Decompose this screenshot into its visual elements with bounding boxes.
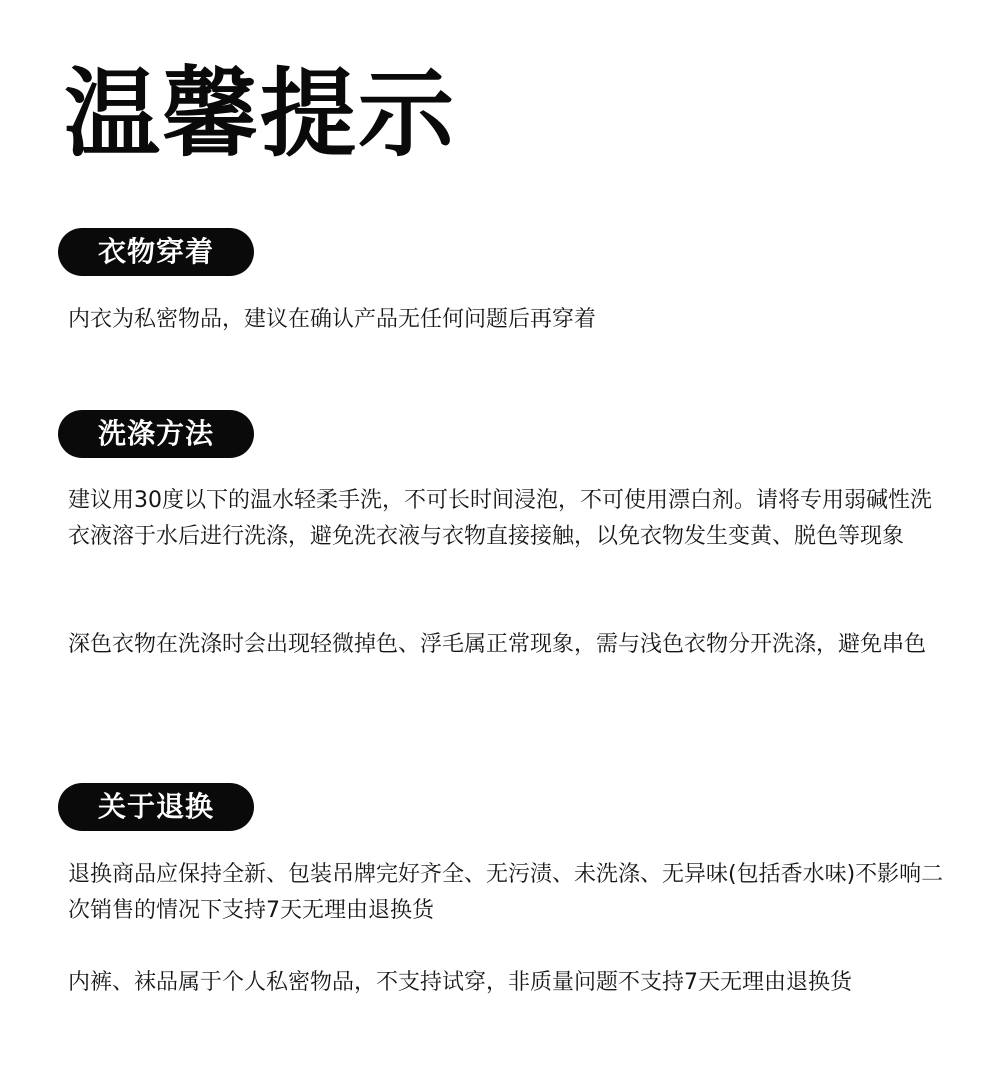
page-title: 温馨提示 [64,58,456,170]
clothing-wear-paragraph: 内衣为私密物品，建议在确认产品无任何问题后再穿着 [68,307,597,332]
washing-method-paragraph-1: 建议用30度以下的温水轻柔手洗，不可长时间浸泡，不可使用漂白剂。请将专用弱碱性洗衣液溶于水后进行洗涤，避免洗衣液与衣物直接接触，以免衣物发生变黄、脱色等现象 [68,488,932,549]
returns-paragraph-2: 内裤、袜品属于个人私密物品，不支持试穿，非质量问题不支持7天无理由退换货 [68,970,852,995]
section-heading-clothing-wear: 衣物穿着 [58,228,254,276]
washing-method-paragraph-2: 深色衣物在洗涤时会出现轻微掉色、浮毛属正常现象，需与浅色衣物分开洗涤，避免串色 [68,632,927,657]
returns-paragraph-1: 退换商品应保持全新、包装吊牌完好齐全、无污渍、未洗涤、无异味(包括香水味)不影响二次销售的情况下支持7天无理由退换货 [68,862,944,923]
section-heading-returns: 关于退换 [58,783,254,831]
section-heading-washing-method: 洗涤方法 [58,410,254,458]
